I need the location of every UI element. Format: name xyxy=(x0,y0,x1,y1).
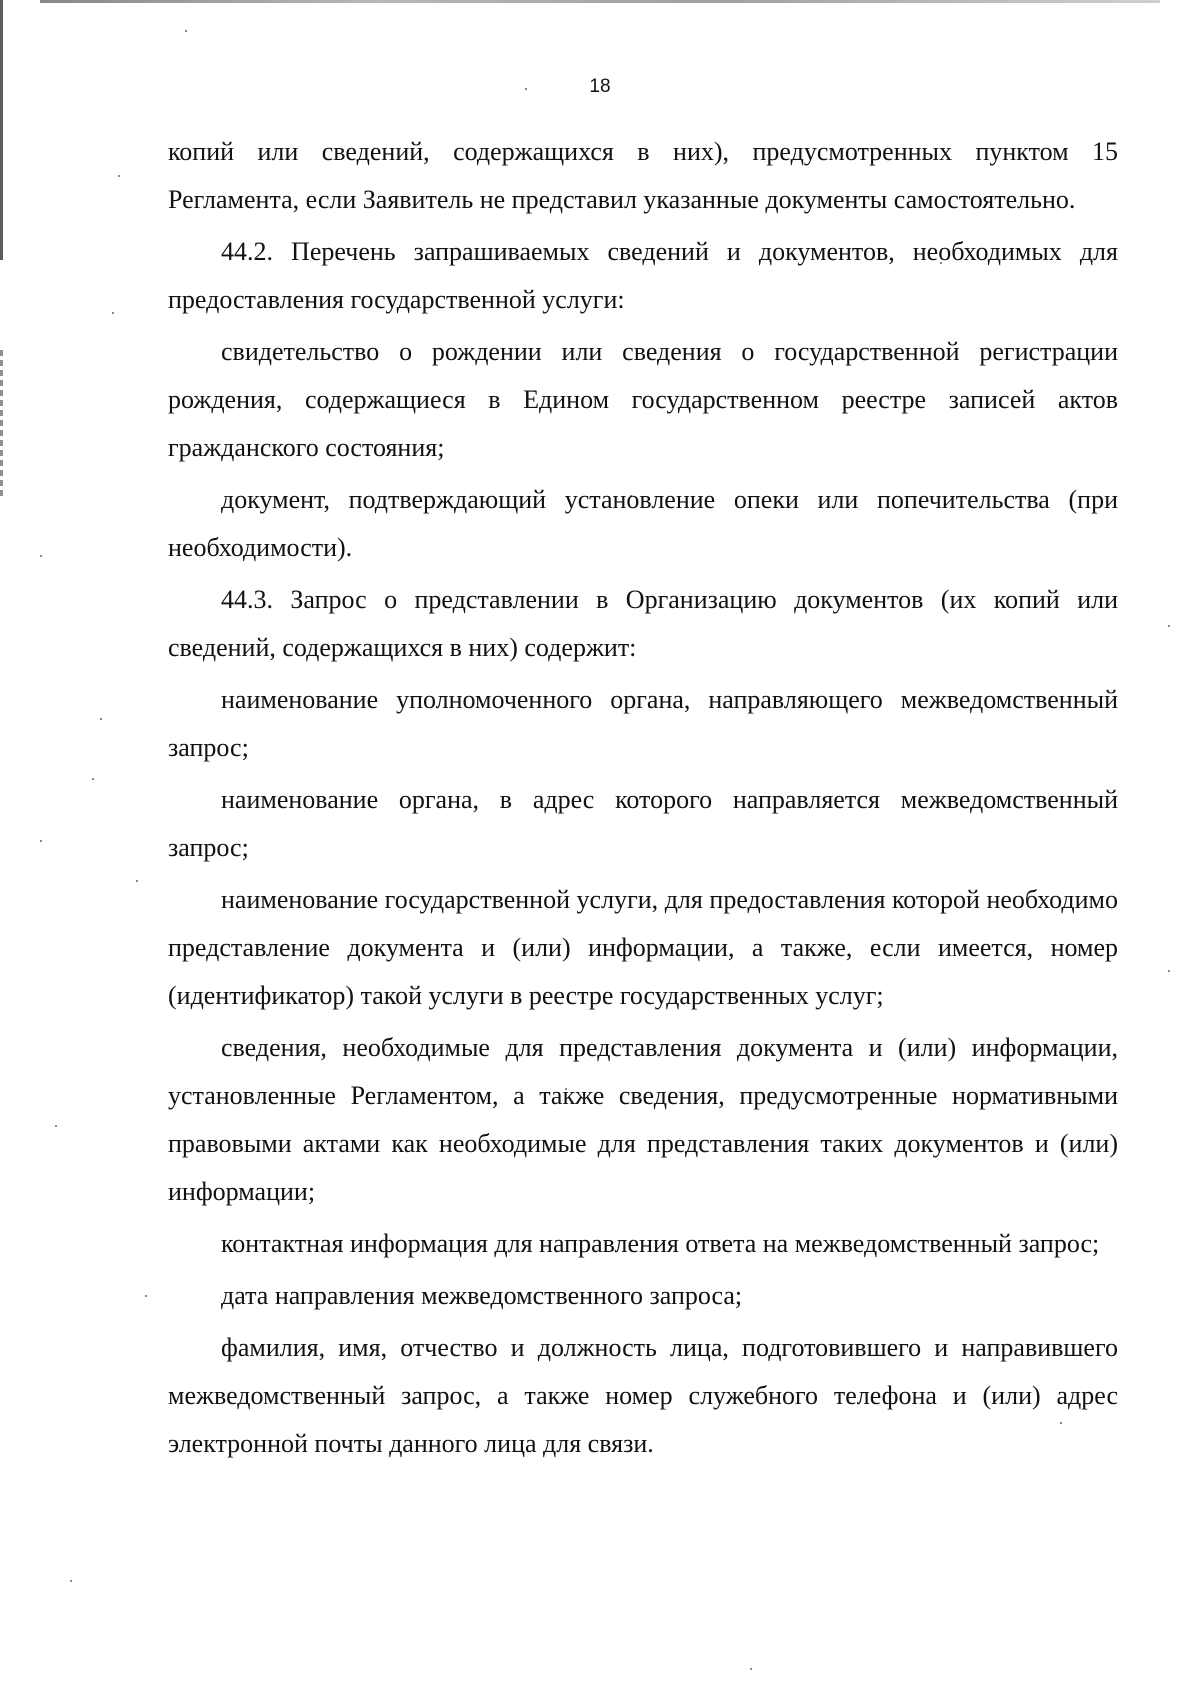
scan-speck xyxy=(40,840,42,842)
scan-speck xyxy=(118,175,120,177)
document-body xyxy=(168,128,1118,1472)
scan-speck xyxy=(136,880,138,882)
list-item-contact-information: контактная информация для направления ответа на межведомственный запрос; xyxy=(221,1229,1100,1258)
scan-left-edge xyxy=(0,0,3,260)
list-item-responsible-person: фамилия, имя, отчество и должность лица, подготовившего и направившего межведомственный запрос, а также номер служебного телефона и (или) адрес электронной почты данного лица для связи. xyxy=(168,1333,1118,1458)
page-number: 18 xyxy=(589,76,611,97)
paragraph-44-3: 44.3. Запрос о представлении в Организацию документов (их копий или сведений, содержащихся в них) содержит: xyxy=(168,585,1118,662)
scan-speck xyxy=(1168,625,1170,627)
scan-speck xyxy=(112,312,114,314)
scan-speck xyxy=(70,1580,72,1582)
scan-speck xyxy=(145,1295,147,1297)
list-item-recipient-body-name: наименование органа, в адрес которого направляется межведомственный запрос; xyxy=(168,785,1118,862)
scan-top-edge xyxy=(40,0,1160,3)
list-item-required-information: сведения, необходимые для представления документа и (или) информации, установленные Регламентом, а также сведения, предусмотренные нормативными правовыми актами как необходимые для представления таких документов и (или) информации; xyxy=(168,1033,1118,1206)
paragraph-44-2: 44.2. Перечень запрашиваемых сведений и документов, необходимых для предоставления государственной услуги: xyxy=(168,237,1118,314)
scan-speck xyxy=(1168,970,1170,972)
list-item-birth-certificate: свидетельство о рождении или сведения о государственной регистрации рождения, содержащиеся в Едином государственном реестре записей актов гражданского состояния; xyxy=(168,337,1118,462)
list-item-guardianship-document: документ, подтверждающий установление опеки или попечительства (при необходимости). xyxy=(168,485,1118,562)
scan-speck xyxy=(40,555,42,557)
scan-speck xyxy=(92,778,94,780)
paragraph-continuation: копий или сведений, содержащихся в них), предусмотренных пунктом 15 Регламента, если Заявитель не представил указанные документы самостоятельно. xyxy=(168,137,1118,214)
scan-speck xyxy=(55,1125,57,1127)
scan-speck xyxy=(750,1668,752,1670)
scan-speck xyxy=(100,718,102,720)
list-item-service-name: наименование государственной услуги, для предоставления которой необходимо представление документа и (или) информации, а также, если имеется, номер (идентификатор) такой услуги в реестре государственных услуг; xyxy=(168,885,1118,1010)
list-item-requesting-body-name: наименование уполномоченного органа, направляющего межведомственный запрос; xyxy=(168,685,1118,762)
scan-left-edge-mark xyxy=(0,350,3,500)
list-item-request-date: дата направления межведомственного запроса; xyxy=(221,1281,743,1310)
scan-speck xyxy=(185,30,187,32)
